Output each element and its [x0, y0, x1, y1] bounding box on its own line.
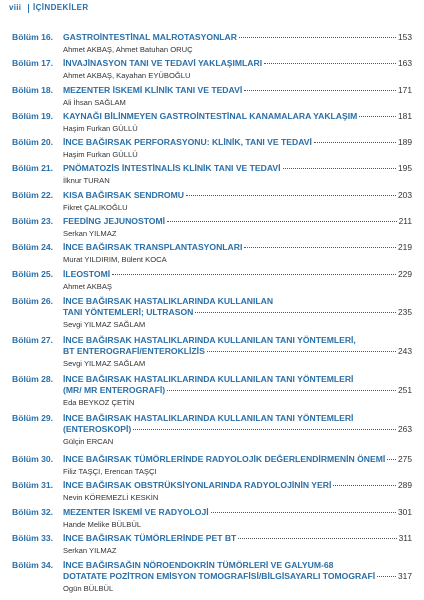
- dot-leader: [133, 429, 396, 430]
- chapter-number: Bölüm 30.: [12, 454, 54, 464]
- chapter-title: [63, 111, 412, 121]
- chapter-title: [63, 385, 412, 395]
- chapter-authors: Hande Melike BÜLBÜL: [63, 520, 142, 529]
- chapter-number: Bölüm 18.: [12, 85, 54, 95]
- chapter-title-text: PNÖMATOZİS İNTESTİNALİS KLİNİK TANI VE TEDAVİ: [63, 163, 281, 173]
- page-ref: 195: [398, 163, 412, 173]
- chapter-number: Bölüm 21.: [12, 163, 54, 173]
- chapter-title: [63, 507, 412, 517]
- chapter-authors: Haşim Furkan GÜLLÜ: [63, 150, 138, 159]
- chapter-authors: Serkan YILMAZ: [63, 546, 117, 555]
- chapter-title-text: İNCE BAĞIRSAK TÜMÖRLERİNDE PET BT: [63, 533, 237, 543]
- chapter-title: [63, 454, 412, 464]
- chapter-authors: Haşim Furkan GÜLLÜ: [63, 124, 138, 133]
- dot-leader: [387, 459, 396, 460]
- chapter-number: Bölüm 25.: [12, 269, 54, 279]
- dot-leader: [112, 274, 396, 275]
- chapter-title: [63, 424, 412, 434]
- chapter-title: [63, 242, 412, 252]
- chapter-title-text: İNCE BAĞIRSAK TÜMÖRLERİNDE RADYOLOJİK DEĞERLENDİRMENİN ÖNEMİ: [63, 454, 386, 464]
- chapter-title: [63, 137, 412, 147]
- dot-leader: [264, 63, 396, 64]
- chapter-title-text: DOTATATE POZİTRON EMİSYON TOMOGRAFİSİ/BİLGİSAYARLI TOMOGRAFİ: [63, 571, 376, 581]
- chapter-title-text: MEZENTER İSKEMİ VE RADYOLOJİ: [63, 507, 209, 517]
- dot-leader: [359, 116, 396, 117]
- chapter-number: Bölüm 28.: [12, 374, 54, 384]
- chapter-authors: Nevin KÖREMEZLİ KESKİN: [63, 493, 159, 502]
- chapter-title-text: (MR/ MR ENTEROGRAFİ): [63, 385, 166, 395]
- page-ref: 289: [398, 480, 412, 490]
- chapter-title: [63, 58, 412, 68]
- chapter-authors: Ogün BÜLBÜL: [63, 584, 114, 593]
- chapter-title-text: İNCE BAĞIRSAK TRANSPLANTASYONLARI: [63, 242, 243, 252]
- chapter-title-text: BT ENTEROGRAFİ/ENTEROKLİZİS: [63, 346, 205, 356]
- dot-leader: [186, 195, 396, 196]
- chapter-title: [63, 346, 412, 356]
- page-ref: 251: [398, 385, 412, 395]
- chapter-title-text: İNCE BAĞIRSAK HASTALIKLARINDA KULLANILAN TANI YÖNTEMLERİ: [63, 374, 354, 384]
- chapter-authors: Ahmet AKBAŞ, Ahmet Batuhan ORUÇ: [63, 45, 193, 54]
- dot-leader: [239, 37, 396, 38]
- dot-leader: [377, 576, 396, 577]
- dot-leader: [244, 90, 396, 91]
- chapter-title-text: İLEOSTOMİ: [63, 269, 111, 279]
- chapter-title: [63, 307, 412, 317]
- chapter-number: Bölüm 23.: [12, 216, 54, 226]
- chapter-title-text: İNCE BAĞIRSAK HASTALIKLARINDA KULLANILAN TANI YÖNTEMLERİ: [63, 413, 354, 423]
- chapter-title: [63, 571, 412, 581]
- chapter-number: Bölüm 32.: [12, 507, 54, 517]
- page-ref: 275: [398, 454, 412, 464]
- page-ref: 171: [398, 85, 412, 95]
- chapter-authors: Gülçin ERCAN: [63, 437, 114, 446]
- page-ref: 189: [398, 137, 412, 147]
- page-ref: 263: [398, 424, 412, 434]
- chapter-title: [63, 216, 412, 226]
- chapter-authors: Serkan YILMAZ: [63, 229, 117, 238]
- chapter-number: Bölüm 16.: [12, 32, 54, 42]
- page-ref: 311: [398, 533, 412, 543]
- dot-leader: [333, 485, 396, 486]
- page-ref: 317: [398, 571, 412, 581]
- dot-leader: [207, 351, 396, 352]
- chapter-title-text: KAYNAĞI BİLİNMEYEN GASTROİNTESTİNAL KANAMALARA YAKLAŞIM: [63, 111, 358, 121]
- page-ref: 203: [398, 190, 412, 200]
- chapter-title: [63, 163, 412, 173]
- chapter-title-text: İNCE BAĞIRSAK HASTALIKLARINDA KULLANILAN TANI YÖNTEMLERİ,: [63, 335, 356, 345]
- chapter-authors: Sevgi YILMAZ SAĞLAM: [63, 320, 146, 329]
- chapter-title-text: TANI YÖNTEMLERİ; ULTRASON: [63, 307, 194, 317]
- chapter-authors: İlknur TURAN: [63, 176, 110, 185]
- chapter-number: Bölüm 29.: [12, 413, 54, 423]
- chapter-title: [63, 269, 412, 279]
- chapter-number: Bölüm 27.: [12, 335, 54, 345]
- chapter-authors: Ahmet AKBAŞ, Kayahan EYÜBOĞLU: [63, 71, 191, 80]
- dot-leader: [244, 247, 396, 248]
- chapter-authors: Ahmet AKBAŞ: [63, 282, 112, 291]
- chapter-title-text: İNCE BAĞIRSAĞIN NÖROENDOKRİN TÜMÖRLERİ VE GALYUM-68: [63, 560, 334, 570]
- page-ref: 235: [398, 307, 412, 317]
- chapter-authors: Sevgi YILMAZ SAĞLAM: [63, 359, 146, 368]
- chapter-number: Bölüm 20.: [12, 137, 54, 147]
- chapter-authors: Murat YILDIRIM, Bülent KOCA: [63, 255, 167, 264]
- chapter-title: [63, 190, 412, 200]
- chapter-title-text: KISA BAĞIRSAK SENDROMU: [63, 190, 184, 200]
- dot-leader: [314, 142, 396, 143]
- chapter-number: Bölüm 26.: [12, 296, 54, 306]
- chapter-title: [63, 480, 412, 490]
- chapter-title-text: İNCE BAĞIRSAK HASTALIKLARINDA KULLANILAN: [63, 296, 274, 306]
- chapter-title-text: (ENTEROSKOPİ): [63, 424, 132, 434]
- page-number: viii: [9, 3, 22, 12]
- header-title: İÇİNDEKİLER: [33, 3, 89, 12]
- chapter-number: Bölüm 22.: [12, 190, 54, 200]
- chapter-number: Bölüm 24.: [12, 242, 54, 252]
- page-ref: 181: [398, 111, 412, 121]
- chapter-title-text: İNCE BAĞIRSAK PERFORASYONU: KLİNİK, TANI VE TEDAVİ: [63, 137, 312, 147]
- page-ref: 153: [398, 32, 412, 42]
- chapter-title-text: İNCE BAĞIRSAK OBSTRÜKSİYONLARINDA RADYOLOJİNİN YERİ: [63, 480, 332, 490]
- page-ref: 243: [398, 346, 412, 356]
- page-ref: 219: [398, 242, 412, 252]
- dot-leader: [211, 512, 396, 513]
- chapter-number: Bölüm 19.: [12, 111, 54, 121]
- dot-leader: [238, 538, 396, 539]
- dot-leader: [283, 168, 396, 169]
- chapter-title: [63, 85, 412, 95]
- chapter-title-text: GASTROİNTESTİNAL MALROTASYONLAR: [63, 32, 237, 42]
- chapter-title-text: MEZENTER İSKEMİ KLİNİK TANI VE TEDAVİ: [63, 85, 243, 95]
- page-ref: 211: [398, 216, 412, 226]
- chapter-authors: Ali İhsan SAĞLAM: [63, 98, 126, 107]
- chapter-authors: Eda BEYKOZ ÇETİN: [63, 398, 135, 407]
- chapter-title: [63, 32, 412, 42]
- chapter-authors: Filiz TAŞÇI, Erencan TAŞÇI: [63, 467, 157, 476]
- dot-leader: [195, 312, 396, 313]
- chapter-authors: Fikret ÇALIKOĞLU: [63, 203, 128, 212]
- chapter-title: [63, 533, 412, 543]
- page-ref: 229: [398, 269, 412, 279]
- chapter-number: Bölüm 31.: [12, 480, 54, 490]
- page-ref: 301: [398, 507, 412, 517]
- page-ref: 163: [398, 58, 412, 68]
- chapter-number: Bölüm 33.: [12, 533, 54, 543]
- chapter-number: Bölüm 34.: [12, 560, 54, 570]
- dot-leader: [167, 221, 397, 222]
- chapter-title-text: FEEDİNG JEJUNOSTOMİ: [63, 216, 166, 226]
- dot-leader: [167, 390, 396, 391]
- chapter-number: Bölüm 17.: [12, 58, 54, 68]
- chapter-title-text: İNVAJİNASYON TANI VE TEDAVİ YAKLAŞIMLARI: [63, 58, 263, 68]
